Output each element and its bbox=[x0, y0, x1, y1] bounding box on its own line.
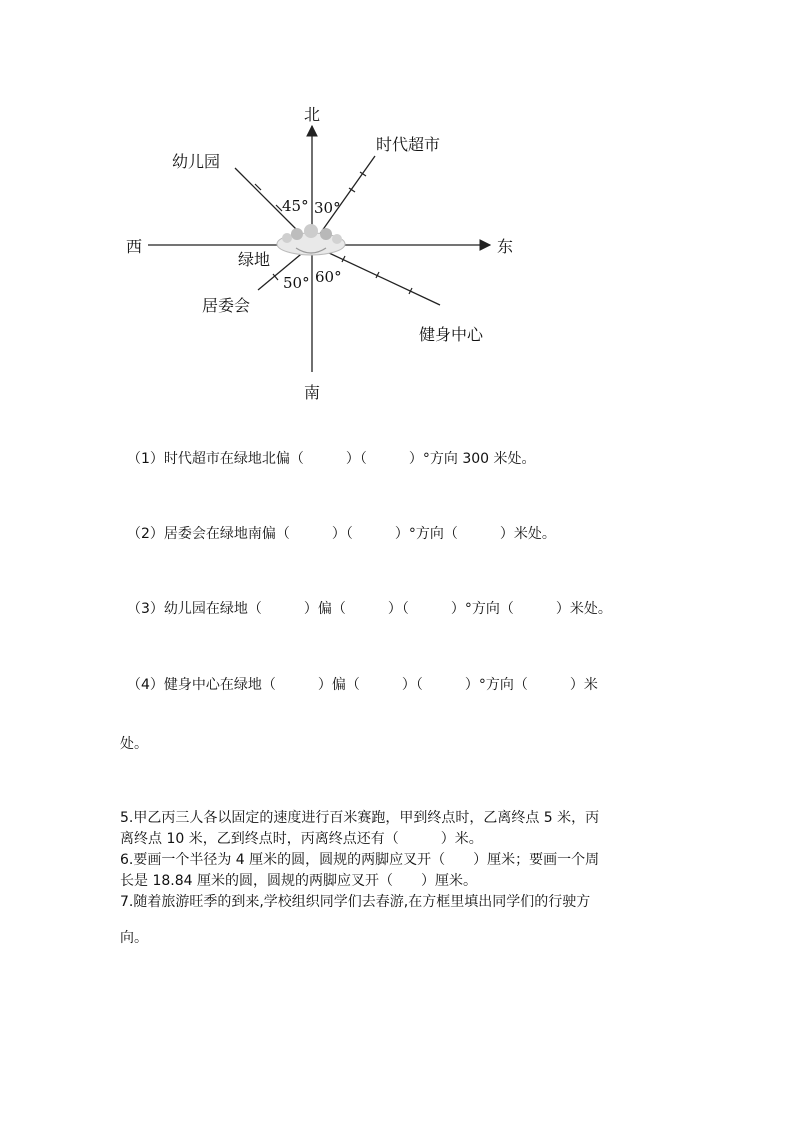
problem-7-line-2: 向。 bbox=[120, 930, 148, 946]
problem-5-line-1: 5.甲乙丙三人各以固定的速度进行百米赛跑，甲到终点时，乙离终点 5 米，丙 bbox=[120, 810, 600, 826]
question-4-continued: 处。 bbox=[120, 736, 148, 752]
center-label: 绿地 bbox=[238, 250, 271, 269]
problem-5-line-2: 离终点 10 米，乙到终点时，丙离终点还有（ ）米。 bbox=[120, 831, 483, 847]
supermarket-label: 时代超市 bbox=[376, 135, 441, 154]
committee-label: 居委会 bbox=[202, 296, 251, 315]
problem-6-line-2: 长是 18.84 厘米的圆，圆规的两脚应叉开（ ）厘米。 bbox=[120, 873, 477, 889]
green-land-icon bbox=[277, 224, 345, 255]
question-3: （3）幼儿园在绿地（ ）偏（ ）（ ）°方向（ ）米处。 bbox=[127, 601, 612, 617]
angle-ne-label: 30° bbox=[314, 199, 341, 217]
north-label: 北 bbox=[304, 105, 321, 124]
question-4: （4）健身中心在绿地（ ）偏（ ）（ ）°方向（ ）米 bbox=[127, 677, 598, 693]
kindergarten-label: 幼儿园 bbox=[172, 152, 221, 171]
question-1: （1）时代超市在绿地北偏（ ）（ ）°方向 300 米处。 bbox=[127, 451, 536, 467]
west-label: 西 bbox=[126, 237, 143, 256]
problem-6-line-1: 6.要画一个半径为 4 厘米的圆，圆规的两脚应叉开（ ）厘米；要画一个周 bbox=[120, 852, 600, 868]
angle-sw-label: 50° bbox=[283, 274, 310, 292]
south-label: 南 bbox=[304, 383, 321, 402]
problem-7-line-1: 7.随着旅游旺季的到来,学校组织同学们去春游,在方框里填出同学们的行驶方 bbox=[120, 894, 591, 910]
angle-nw-label: 45° bbox=[282, 197, 309, 215]
east-label: 东 bbox=[497, 237, 514, 256]
angle-se-label: 60° bbox=[315, 268, 342, 286]
question-2: （2）居委会在绿地南偏（ ）（ ）°方向（ ）米处。 bbox=[127, 526, 556, 542]
fitness-label: 健身中心 bbox=[419, 325, 484, 344]
direction-diagram bbox=[0, 0, 794, 420]
